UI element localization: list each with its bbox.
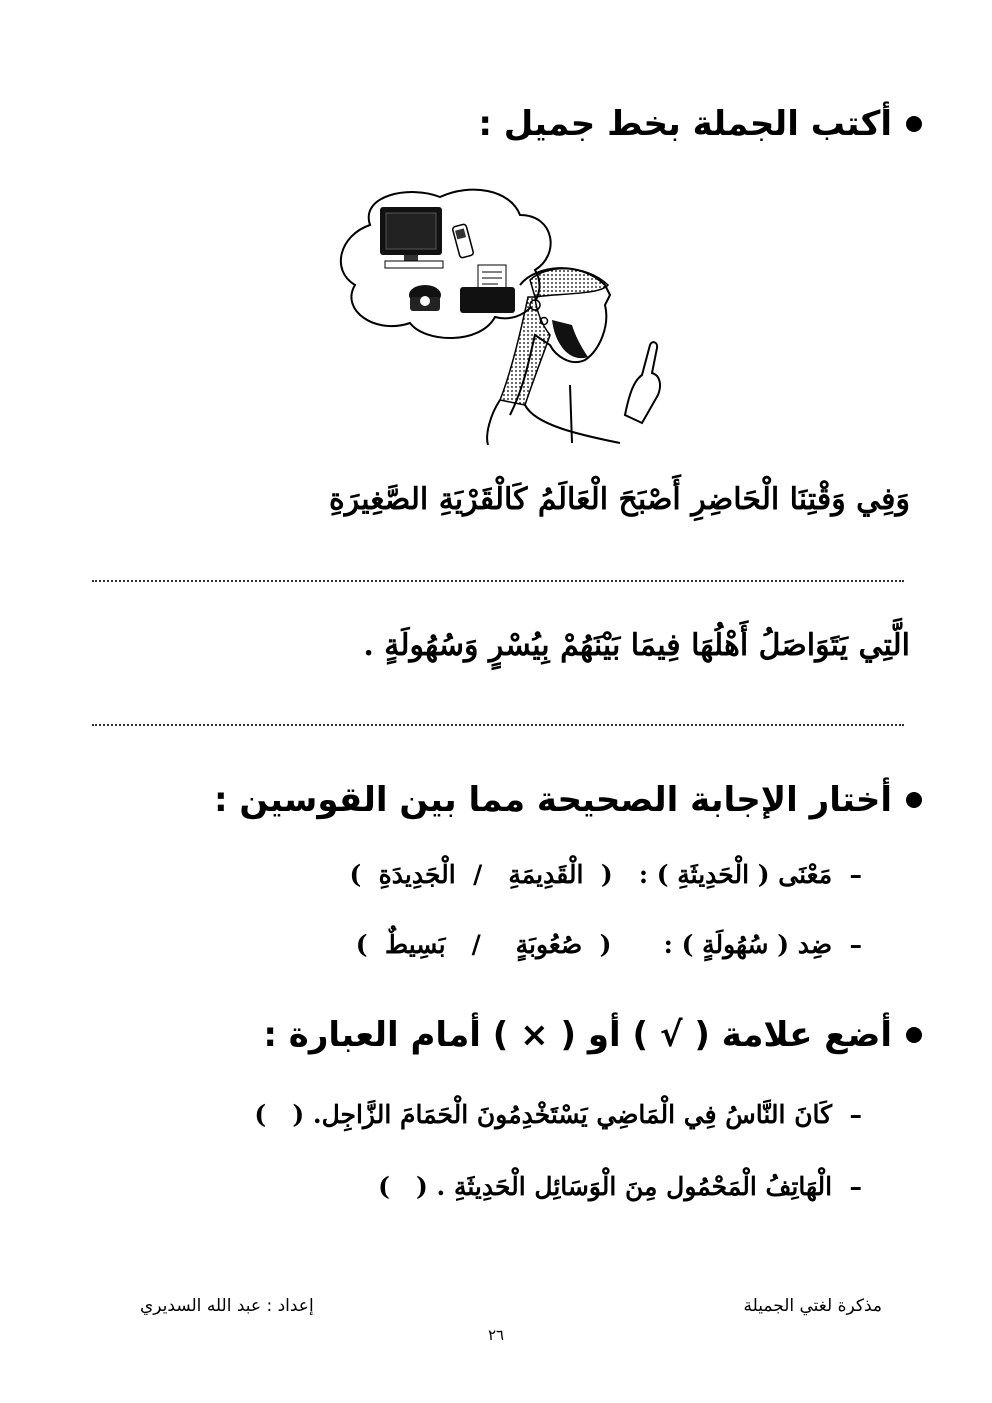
- writing-line-1[interactable]: [92, 580, 904, 582]
- page-number: ٢٦: [487, 1326, 505, 1344]
- sentence-line-2: الَّتِي يَتَوَاصَلُ أَهْلُهَا فِيمَا بَيْنَهُمْ بِيُسْرٍ وَسُهُولَةٍ .: [363, 628, 910, 663]
- heading-text: أختار الإجابة الصحيحة مما بين القوسين :: [213, 780, 892, 820]
- bullet-icon: [906, 1027, 922, 1043]
- heading-write-sentence: [478, 104, 922, 144]
- heading-true-false: [263, 1015, 922, 1055]
- true-false-item-1[interactable]: – كَانَ النَّاسُ فِي الْمَاضِي يَسْتَخْدِمُونَ الْحَمَامَ الزَّاجِل. ( ): [254, 1100, 862, 1129]
- thinking-man-illustration: [330, 185, 680, 445]
- bullet-icon: [906, 792, 922, 808]
- heading-text: أضع علامة ( √ ) أو ( × ) أمام العبارة :: [263, 1015, 892, 1055]
- writing-line-2[interactable]: [92, 724, 904, 726]
- choice-item-1[interactable]: – مَعْنَى ( الْحَدِيثَةِ ) : ( الْقَدِيمَةِ / الْجَدِيدَةِ ): [349, 860, 862, 889]
- footer-author: إعداد : عبد الله السديري: [140, 1296, 314, 1316]
- heading-text: أكتب الجملة بخط جميل :: [478, 104, 892, 144]
- footer-book-title: مذكرة لغتي الجميلة: [743, 1296, 882, 1316]
- sentence-line-1: وَفِي وَقْتِنَا الْحَاضِرِ أَصْبَحَ الْعَالَمُ كَالْقَرْيَةِ الصَّغِيرَةِ: [328, 482, 910, 517]
- choice-item-2[interactable]: – ضِد ( سُهُولَةٍ ) : ( صُعُوبَةٍ / بَسِيطٌ ): [355, 930, 862, 959]
- true-false-item-2[interactable]: – الْهَاتِفُ الْمَحْمُول مِنَ الْوَسَائِل الْحَدِيثَةِ . ( ): [378, 1172, 862, 1201]
- bullet-icon: [906, 116, 922, 132]
- heading-choose-answer: [214, 780, 922, 820]
